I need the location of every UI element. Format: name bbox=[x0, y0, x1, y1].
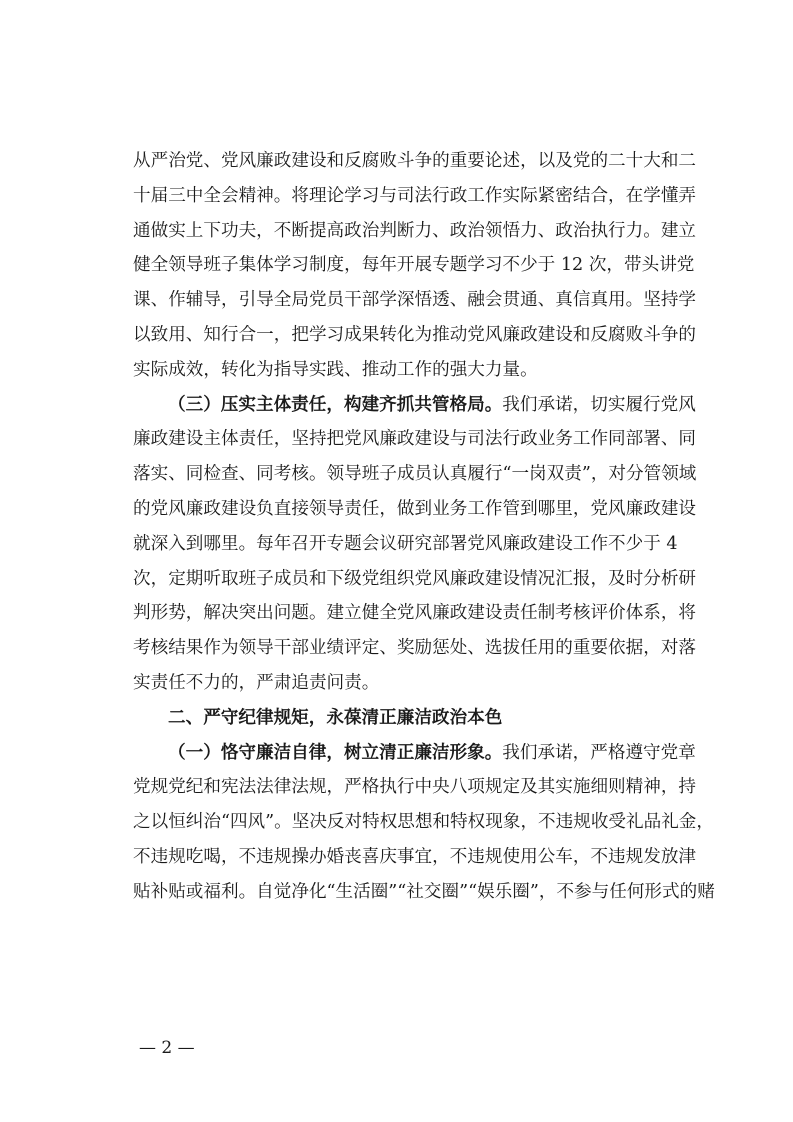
subsection-heading: （三）压实主体责任，构建齐抓共管格局。 bbox=[168, 393, 503, 415]
page-number: — 2 — bbox=[139, 1038, 195, 1058]
paragraph-integrity bbox=[133, 736, 715, 910]
document-body bbox=[133, 144, 715, 910]
text-line: 不违规吃喝，不违规操办婚丧喜庆事宜，不违规使用公车，不违规发放津 bbox=[133, 846, 697, 867]
text-line: 考核结果作为领导干部业绩评定、奖励惩处、选拔任用的重要依据，对落 bbox=[133, 638, 697, 659]
text-line: 课、作辅导，引导全局党员干部学深悟透、融会贯通、真信真用。坚持学 bbox=[133, 290, 697, 311]
paragraph-main-responsibility bbox=[133, 388, 697, 701]
text-line: 贴补贴或福利。自觉净化“生活圈”“社交圈”“娱乐圈”，不参与任何形式的赌 bbox=[133, 881, 715, 902]
text-line: 以致用、知行合一，把学习成果转化为推动党风廉政建设和反腐败斗争的 bbox=[133, 324, 697, 345]
text-line bbox=[133, 736, 696, 771]
text-line: 廉政建设主体责任，坚持把党风廉政建设与司法行政业务工作同部署、同 bbox=[133, 429, 697, 450]
subsection-heading: （一）恪守廉洁自律，树立清正廉洁形象。 bbox=[168, 741, 503, 763]
section-heading: 二、严守纪律规矩，永葆清正廉洁政治本色 bbox=[168, 707, 503, 728]
text-line: 党规党纪和宪法法律法规，严格执行中央八项规定及其实施细则精神，持 bbox=[133, 777, 697, 798]
text-line: 健全领导班子集体学习制度，每年开展专题学习不少于 12 次，带头讲党 bbox=[133, 255, 695, 276]
text-run: 我们承诺，严格遵守党章 bbox=[502, 742, 696, 763]
text-run: 我们承诺，切实履行党风 bbox=[502, 394, 696, 415]
paragraph-theory-study bbox=[133, 144, 697, 388]
text-line: 落实、同检查、同考核。领导班子成员认真履行“一岗双责”，对分管领域 bbox=[133, 464, 697, 485]
text-line: 通做实上下功夫，不断提高政治判断力、政治领悟力、政治执行力。建立 bbox=[133, 220, 697, 241]
text-line: 实际成效，转化为指导实践、推动工作的强大力量。 bbox=[133, 359, 538, 380]
text-line bbox=[133, 388, 696, 423]
text-line: 次，定期听取班子成员和下级党组织党风廉政建设情况汇报，及时分析研 bbox=[133, 568, 697, 589]
text-line: 判形势，解决突出问题。建立健全党风廉政建设责任制考核评价体系，将 bbox=[133, 603, 697, 624]
text-line: 从严治党、党风廉政建设和反腐败斗争的重要论述，以及党的二十大和二 bbox=[133, 151, 697, 171]
text-line: 的党风廉政建设负直接领导责任，做到业务工作管到哪里，党风廉政建设 bbox=[133, 498, 697, 519]
text-line: 之以恒纠治“四风”。坚决反对特权思想和特权现象，不违规收受礼品礼金， bbox=[133, 812, 714, 833]
text-line: 十届三中全会精神。将理论学习与司法行政工作实际紧密结合，在学懂弄 bbox=[133, 185, 697, 206]
text-line: 实责任不力的，严肃追责问责。 bbox=[133, 672, 380, 693]
text-line: 就深入到哪里。每年召开专题会议研究部署党风廉政建设工作不少于 4 bbox=[133, 533, 678, 554]
